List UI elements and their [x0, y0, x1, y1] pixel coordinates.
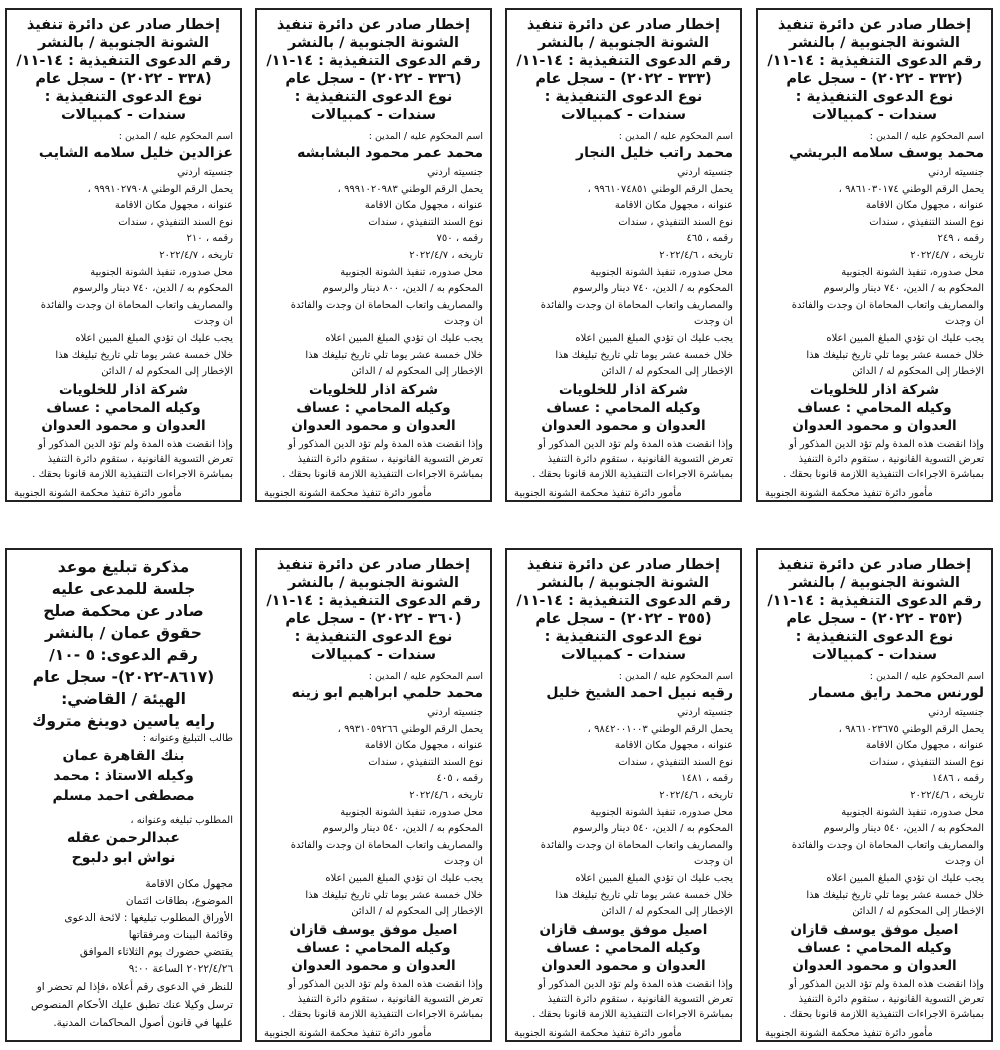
- notice-353: [756, 548, 993, 1042]
- notice-line: خلال خمسة عشر يوما تلي تاريخ تبليغك هذا: [555, 889, 733, 901]
- notice-line: ان وجدت: [945, 856, 984, 868]
- notice-header-line: إخطار صادر عن دائرة تنفيذ: [276, 557, 471, 573]
- notice-line: خلال خمسة عشر يوما تلي تاريخ تبليغك هذا: [806, 349, 984, 361]
- notice-header-line: سندات - كمبيالات: [60, 107, 186, 123]
- notice-line: نوع السند التنفيذي ، سندات: [368, 756, 483, 768]
- notice-line: رقمه ، ٢٤٩: [937, 233, 984, 245]
- defendant-name: محمد عمر محمود البشابشه: [297, 145, 483, 161]
- notice-tail: وإذا انقضت هذه المدة ولم تؤد الدين المذكور أو تعرض التسوية القانونية ، ستقوم دائرة التنفيذ بمباشرة الاجراءات التنفيذية اللازمة قانونا بحقك .: [282, 438, 483, 480]
- notice-line: الإخطار إلى المحكوم له / الدائن: [852, 366, 984, 378]
- notice-line: المحكوم به / الدين، ٥٤٠ دينار والرسوم: [322, 823, 483, 835]
- notice-line: والمصاريف واتعاب المحاماة ان وجدت والفائدة: [40, 299, 233, 311]
- notice-header-line: (٣٦٠ - ٢٠٢٢) - سجل عام: [285, 611, 462, 627]
- notice-line: ان وجدت: [444, 856, 483, 868]
- memo-plaintiff-line: وكيله الاستاذ : محمد: [53, 768, 194, 784]
- notice-line: رقمه ، ٤٠٥: [436, 773, 483, 785]
- notice-line: والمصاريف واتعاب المحاماة ان وجدت والفائدة: [791, 839, 984, 851]
- memo-plaintiff-line: مصطفى احمد مسلم: [52, 788, 195, 804]
- notice-line: نوع السند التنفيذي ، سندات: [869, 216, 984, 228]
- notice-header-line: الشونة الجنوبية / بالنشر: [538, 35, 709, 51]
- notice-360: [255, 548, 492, 1042]
- notice-line: رقمه ، ١٤٨٦: [932, 773, 984, 785]
- notice-line: جنسيته اردني: [427, 167, 483, 178]
- memo-header-line: (٨٦١٧-٢٠٢٢)- سجل عام: [32, 668, 215, 686]
- defendant-name: لورنس محمد رايق مسمار: [809, 685, 984, 701]
- creditor-line: العدوان و محمود العدوان: [291, 957, 456, 974]
- creditor-line: العدوان و محمود العدوان: [541, 417, 706, 434]
- defendant-label: اسم المحكوم عليه / المدين :: [618, 671, 733, 682]
- notice-line: الإخطار إلى المحكوم له / الدائن: [351, 906, 483, 918]
- memo-header-line: رقم الدعوى: ٥ -١٠/: [49, 646, 198, 664]
- notice-header-line: الشونة الجنوبية / بالنشر: [789, 35, 960, 51]
- notice-line: تاريخه ، ٢٠٢٢/٤/٦: [659, 789, 733, 801]
- creditor-line: وكيله المحامي : عساف: [546, 399, 701, 416]
- notice-header-line: رقم الدعوى التنفيذية : ١٤-١١/: [16, 53, 231, 69]
- notice-header-line: إخطار صادر عن دائرة تنفيذ: [26, 17, 221, 33]
- notice-line: محل صدوره، تنفيذ الشونة الجنوبية: [841, 806, 984, 818]
- notice-header-line: سندات - كمبيالات: [811, 107, 937, 123]
- notice-header-line: سندات - كمبيالات: [310, 107, 436, 123]
- notice-line: محل صدوره، تنفيذ الشونة الجنوبية: [340, 266, 483, 278]
- notice-header-line: إخطار صادر عن دائرة تنفيذ: [777, 17, 972, 33]
- notice-header-line: الشونة الجنوبية / بالنشر: [38, 35, 209, 51]
- memo-header-line: رايه ياسين دوينغ متروك: [32, 712, 215, 730]
- memo-line: مجهول مكان الاقامة: [145, 878, 233, 890]
- notice-header: [514, 16, 733, 124]
- notice-header-line: الشونة الجنوبية / بالنشر: [538, 575, 709, 591]
- creditor-line: شركة اذار للخلويات: [809, 381, 940, 398]
- creditor-line: وكيله المحامي : عساف: [296, 939, 451, 956]
- notice-line: يجب عليك ان تؤدي المبلغ المبين اعلاه: [826, 872, 984, 884]
- memo-header-line: حقوق عمان / بالنشر: [45, 624, 202, 642]
- memo-plaintiff-line: بنك القاهرة عمان: [62, 748, 185, 764]
- memo-line: الأوراق المطلوب تبليغها : لائحة الدعوى: [64, 912, 233, 924]
- notice-header-line: إخطار صادر عن دائرة تنفيذ: [526, 17, 721, 33]
- defendant-label: اسم المحكوم عليه / المدين :: [869, 671, 984, 682]
- notice-line: رقمه ، ٢١٠: [186, 233, 233, 245]
- creditor-line: العدوان و محمود العدوان: [291, 417, 456, 434]
- notice-header-line: إخطار صادر عن دائرة تنفيذ: [777, 557, 972, 573]
- notice-line: جنسيته اردني: [677, 167, 733, 178]
- notice-line: يجب عليك ان تؤدي المبلغ المبين اعلاه: [75, 332, 233, 344]
- notice-line: عنوانه ، مجهول مكان الاقامة: [865, 200, 984, 212]
- notice-line: المحكوم به / الدين، ٨٠٠ دينار والرسوم: [322, 283, 483, 295]
- creditor-line: العدوان و محمود العدوان: [792, 957, 957, 974]
- notice-line: يجب عليك ان تؤدي المبلغ المبين اعلاه: [826, 332, 984, 344]
- notice-338: [5, 8, 242, 502]
- notice-header: [514, 556, 733, 664]
- notice-line: عنوانه ، مجهول مكان الاقامة: [364, 740, 483, 752]
- notice-line: ان وجدت: [444, 316, 483, 328]
- defendant-name: عزالدين خليل سلامه الشايب: [38, 145, 233, 161]
- memo-header-line: صادر عن محكمة صلح: [43, 602, 204, 620]
- notice-footer: مأمور دائرة تنفيذ محكمة الشونة الجنوبية: [264, 487, 432, 499]
- creditor-line: اصيل موفق يوسف قازان: [790, 921, 959, 938]
- creditor-line: وكيله المحامي : عساف: [797, 939, 952, 956]
- notice-header-line: سندات - كمبيالات: [811, 647, 937, 663]
- defendant-name: رقيه نبيل احمد الشيخ خليل: [546, 685, 733, 701]
- notice-332: [756, 8, 993, 502]
- notice-line: نوع السند التنفيذي ، سندات: [869, 756, 984, 768]
- notice-line: تاريخه ، ٢٠٢٢/٤/٦: [659, 249, 733, 261]
- notice-line: يحمل الرقم الوطني ٩٩٣١٠٥٩٢٦٦ ،: [337, 723, 483, 735]
- notice-line: عنوانه ، مجهول مكان الاقامة: [614, 740, 733, 752]
- notice-header-line: (٣٣٨ - ٢٠٢٢) - سجل عام: [35, 71, 212, 87]
- notice-header: [264, 556, 483, 664]
- notice-line: نوع السند التنفيذي ، سندات: [618, 216, 733, 228]
- defendant-name: محمد حلمي ابراهيم ابو زينه: [291, 685, 483, 701]
- notice-header-line: نوع الدعوى التنفيذية :: [795, 629, 954, 645]
- notice-line: جنسيته اردني: [928, 707, 984, 718]
- notice-header-line: (٣٣٦ - ٢٠٢٢) - سجل عام: [285, 71, 462, 87]
- notice-line: المحكوم به / الدين، ٧٤٠ دينار والرسوم: [572, 283, 733, 295]
- notice-line: المحكوم به / الدين، ٥٤٠ دينار والرسوم: [572, 823, 733, 835]
- notice-line: الإخطار إلى المحكوم له / الدائن: [351, 366, 483, 378]
- notice-header: [14, 16, 233, 124]
- creditor-line: اصيل موفق يوسف قازان: [539, 921, 708, 938]
- notice-line: ان وجدت: [694, 316, 733, 328]
- notice-line: يحمل الرقم الوطني ٩٨٦١٠٢٣٦٧٥ ،: [838, 723, 984, 735]
- defendant-name: محمد يوسف سلامه البريشي: [788, 145, 984, 161]
- notice-line: نوع السند التنفيذي ، سندات: [118, 216, 233, 228]
- memo-defendant-label: المطلوب تبليغه وعنوانه ،: [130, 815, 233, 826]
- notice-footer: مأمور دائرة تنفيذ محكمة الشونة الجنوبية: [765, 1027, 933, 1039]
- notice-line: ان وجدت: [194, 316, 233, 328]
- notice-line: جنسيته اردني: [177, 167, 233, 178]
- notice-line: ان وجدت: [694, 856, 733, 868]
- creditor-line: شركة اذار للخلويات: [308, 381, 439, 398]
- creditor-line: شركة اذار للخلويات: [58, 381, 189, 398]
- notice-line: تاريخه ، ٢٠٢٢/٤/٧: [910, 249, 984, 261]
- memo-defendant-line: نواش ابو دلبوح: [71, 850, 176, 866]
- notice-line: رقمه ، ٧٥٠: [436, 233, 483, 245]
- notice-line: عنوانه ، مجهول مكان الاقامة: [865, 740, 984, 752]
- notice-line: جنسيته اردني: [928, 167, 984, 178]
- notice-355: [505, 548, 742, 1042]
- notice-header-line: الشونة الجنوبية / بالنشر: [789, 575, 960, 591]
- notice-line: خلال خمسة عشر يوما تلي تاريخ تبليغك هذا: [806, 889, 984, 901]
- notice-header: [765, 556, 984, 664]
- notice-tail: وإذا انقضت هذه المدة ولم تؤد الدين المذكور أو تعرض التسوية القانونية ، ستقوم دائرة التنفيذ بمباشرة الاجراءات التنفيذية اللازمة قانونا بحقك .: [282, 978, 483, 1020]
- defendant-label: اسم المحكوم عليه / المدين :: [118, 131, 233, 142]
- notice-footer: مأمور دائرة تنفيذ محكمة الشونة الجنوبية: [514, 487, 682, 499]
- notice-line: والمصاريف واتعاب المحاماة ان وجدت والفائدة: [540, 839, 733, 851]
- notice-line: خلال خمسة عشر يوما تلي تاريخ تبليغك هذا: [555, 349, 733, 361]
- notice-line: الإخطار إلى المحكوم له / الدائن: [101, 366, 233, 378]
- defendant-label: اسم المحكوم عليه / المدين :: [618, 131, 733, 142]
- notice-line: جنسيته اردني: [677, 707, 733, 718]
- notice-header-line: (٣٣٣ - ٢٠٢٢) - سجل عام: [535, 71, 712, 87]
- creditor-line: العدوان و محمود العدوان: [541, 957, 706, 974]
- creditor-line: اصيل موفق يوسف قازان: [289, 921, 458, 938]
- defendant-label: اسم المحكوم عليه / المدين :: [869, 131, 984, 142]
- notice-header-line: سندات - كمبيالات: [310, 647, 436, 663]
- notice-line: يحمل الرقم الوطني ٩٩٩١٠٢٠٩٨٣ ،: [337, 183, 483, 195]
- notice-footer: مأمور دائرة تنفيذ محكمة الشونة الجنوبية: [765, 487, 933, 499]
- creditor-line: وكيله المحامي : عساف: [797, 399, 952, 416]
- memo-notice: [5, 548, 242, 1042]
- notice-footer: مأمور دائرة تنفيذ محكمة الشونة الجنوبية: [514, 1027, 682, 1039]
- notice-header-line: رقم الدعوى التنفيذية : ١٤-١١/: [266, 53, 481, 69]
- notice-line: يحمل الرقم الوطني ٩٩٩١٠٢٧٩٠٨ ،: [87, 183, 233, 195]
- notice-header-line: إخطار صادر عن دائرة تنفيذ: [276, 17, 471, 33]
- notice-line: يجب عليك ان تؤدي المبلغ المبين اعلاه: [325, 332, 483, 344]
- notice-line: يجب عليك ان تؤدي المبلغ المبين اعلاه: [575, 332, 733, 344]
- notice-header: [765, 16, 984, 124]
- memo-line: وقائمة البينات ومرفقاتها: [128, 929, 233, 941]
- notice-line: والمصاريف واتعاب المحاماة ان وجدت والفائدة: [290, 299, 483, 311]
- notice-header-line: (٣٣٢ - ٢٠٢٢) - سجل عام: [786, 71, 963, 87]
- notice-line: تاريخه ، ٢٠٢٢/٤/٧: [409, 249, 483, 261]
- notice-header-line: نوع الدعوى التنفيذية :: [544, 629, 703, 645]
- notice-tail: وإذا انقضت هذه المدة ولم تؤد الدين المذكور أو تعرض التسوية القانونية ، ستقوم دائرة التنفيذ بمباشرة الاجراءات التنفيذية اللازمة قانونا بحقك .: [783, 438, 984, 480]
- notice-header-line: سندات - كمبيالات: [560, 107, 686, 123]
- notice-tail: وإذا انقضت هذه المدة ولم تؤد الدين المذكور أو تعرض التسوية القانونية ، ستقوم دائرة التنفيذ بمباشرة الاجراءات التنفيذية اللازمة قانونا بحقك .: [532, 438, 733, 480]
- memo-header-line: جلسة للمدعى عليه: [51, 580, 196, 598]
- notice-line: والمصاريف واتعاب المحاماة ان وجدت والفائدة: [290, 839, 483, 851]
- notice-line: خلال خمسة عشر يوما تلي تاريخ تبليغك هذا: [305, 889, 483, 901]
- memo-line: ٢٠٢٢/٤/٢٦ الساعة ٩:٠٠: [128, 963, 233, 975]
- notice-tail: وإذا انقضت هذه المدة ولم تؤد الدين المذكور أو تعرض التسوية القانونية ، ستقوم دائرة التنفيذ بمباشرة الاجراءات التنفيذية اللازمة قانونا بحقك .: [783, 978, 984, 1020]
- memo-defendant-line: عبدالرحمن عقله: [67, 830, 180, 846]
- notice-header-line: (٣٥٥ - ٢٠٢٢) - سجل عام: [535, 611, 712, 627]
- notice-line: يحمل الرقم الوطني ٩٨٤٢٠٠١٠٠٣ ،: [587, 723, 733, 735]
- creditor-line: وكيله المحامي : عساف: [296, 399, 451, 416]
- memo-line: يقتضي حضورك يوم الثلاثاء الموافق: [79, 946, 233, 958]
- notice-line: المحكوم به / الدين، ٧٤٠ دينار والرسوم: [72, 283, 233, 295]
- notice-line: خلال خمسة عشر يوما تلي تاريخ تبليغك هذا: [305, 349, 483, 361]
- notice-line: عنوانه ، مجهول مكان الاقامة: [614, 200, 733, 212]
- notice-header-line: نوع الدعوى التنفيذية :: [294, 629, 453, 645]
- creditor-line: شركة اذار للخلويات: [558, 381, 689, 398]
- notice-header-line: إخطار صادر عن دائرة تنفيذ: [526, 557, 721, 573]
- memo-line: الموضوع، بطاقات ائتمان: [125, 895, 233, 907]
- defendant-label: اسم المحكوم عليه / المدين :: [368, 671, 483, 682]
- notice-line: محل صدوره، تنفيذ الشونة الجنوبية: [90, 266, 233, 278]
- notice-header-line: رقم الدعوى التنفيذية : ١٤-١١/: [516, 53, 731, 69]
- notice-header-line: نوع الدعوى التنفيذية :: [795, 89, 954, 105]
- memo-header-line: الهيئة / القاضي:: [61, 690, 186, 708]
- notice-footer: مأمور دائرة تنفيذ محكمة الشونة الجنوبية: [264, 1027, 432, 1039]
- notice-line: يحمل الرقم الوطني ٩٨٦١٠٣٠١٧٤ ،: [838, 183, 984, 195]
- notice-header-line: سندات - كمبيالات: [560, 647, 686, 663]
- memo-header-line: مذكرة تبليغ موعد: [57, 558, 190, 576]
- defendant-label: اسم المحكوم عليه / المدين :: [368, 131, 483, 142]
- notice-header-line: رقم الدعوى التنفيذية : ١٤-١١/: [516, 593, 731, 609]
- notice-line: يجب عليك ان تؤدي المبلغ المبين اعلاه: [575, 872, 733, 884]
- memo-plaintiff-label: طالب التبليغ وعنوانه :: [142, 733, 233, 744]
- notice-line: محل صدوره، تنفيذ الشونة الجنوبية: [841, 266, 984, 278]
- creditor-line: وكيله المحامي : عساف: [546, 939, 701, 956]
- notice-header: [264, 16, 483, 124]
- notice-line: تاريخه ، ٢٠٢٢/٤/٦: [409, 789, 483, 801]
- creditor-line: وكيله المحامي : عساف: [46, 399, 201, 416]
- notice-tail: وإذا انقضت هذه المدة ولم تؤد الدين المذكور أو تعرض التسوية القانونية ، ستقوم دائرة التنفيذ بمباشرة الاجراءات التنفيذية اللازمة قانونا بحقك .: [32, 438, 233, 480]
- notice-line: الإخطار إلى المحكوم له / الدائن: [852, 906, 984, 918]
- notice-line: نوع السند التنفيذي ، سندات: [368, 216, 483, 228]
- notice-header-line: (٣٥٣ - ٢٠٢٢) - سجل عام: [786, 611, 963, 627]
- notice-footer: مأمور دائرة تنفيذ محكمة الشونة الجنوبية: [14, 487, 182, 499]
- notice-line: خلال خمسة عشر يوما تلي تاريخ تبليغك هذا: [55, 349, 233, 361]
- notice-line: رقمه ، ٤٦٥: [686, 233, 733, 245]
- notice-333: [505, 8, 742, 502]
- notice-line: الإخطار إلى المحكوم له / الدائن: [601, 906, 733, 918]
- notice-line: تاريخه ، ٢٠٢٢/٤/٧: [159, 249, 233, 261]
- notice-header-line: رقم الدعوى التنفيذية : ١٤-١١/: [266, 593, 481, 609]
- notice-line: عنوانه ، مجهول مكان الاقامة: [364, 200, 483, 212]
- notice-line: المحكوم به / الدين، ٧٤٠ دينار والرسوم: [823, 283, 984, 295]
- notice-line: محل صدوره، تنفيذ الشونة الجنوبية: [590, 806, 733, 818]
- notice-line: والمصاريف واتعاب المحاماة ان وجدت والفائدة: [791, 299, 984, 311]
- notice-line: تاريخه ، ٢٠٢٢/٤/٦: [910, 789, 984, 801]
- notice-header-line: نوع الدعوى التنفيذية :: [294, 89, 453, 105]
- defendant-name: محمد راتب خليل النجار: [576, 145, 733, 161]
- notice-line: الإخطار إلى المحكوم له / الدائن: [601, 366, 733, 378]
- notice-line: المحكوم به / الدين، ٥٤٠ دينار والرسوم: [823, 823, 984, 835]
- notice-line: يجب عليك ان تؤدي المبلغ المبين اعلاه: [325, 872, 483, 884]
- notice-line: رقمه ، ١٤٨١: [681, 773, 733, 785]
- notice-tail: وإذا انقضت هذه المدة ولم تؤد الدين المذكور أو تعرض التسوية القانونية ، ستقوم دائرة التنفيذ بمباشرة الاجراءات التنفيذية اللازمة قانونا بحقك .: [532, 978, 733, 1020]
- notice-line: عنوانه ، مجهول مكان الاقامة: [114, 200, 233, 212]
- notice-header-line: الشونة الجنوبية / بالنشر: [288, 575, 459, 591]
- notice-line: محل صدوره، تنفيذ الشونة الجنوبية: [340, 806, 483, 818]
- memo-tail: للنظر في الدعوى رقم أعلاه ،فإذا لم تحضر او ترسل وكيلا عنك تطبق عليك الأحكام المنصوص عليها في قانون أصول المحاكمات المدنية.: [31, 981, 233, 1029]
- notice-header-line: نوع الدعوى التنفيذية :: [544, 89, 703, 105]
- notice-line: نوع السند التنفيذي ، سندات: [618, 756, 733, 768]
- notice-line: محل صدوره، تنفيذ الشونة الجنوبية: [590, 266, 733, 278]
- memo-header: [14, 556, 233, 732]
- notice-336: [255, 8, 492, 502]
- notice-line: يحمل الرقم الوطني ٩٩٦١٠٧٤٨٥١ ،: [587, 183, 733, 195]
- notice-line: ان وجدت: [945, 316, 984, 328]
- creditor-line: العدوان و محمود العدوان: [792, 417, 957, 434]
- creditor-line: العدوان و محمود العدوان: [41, 417, 206, 434]
- notice-header-line: رقم الدعوى التنفيذية : ١٤-١١/: [767, 53, 982, 69]
- notice-line: والمصاريف واتعاب المحاماة ان وجدت والفائدة: [540, 299, 733, 311]
- notice-header-line: الشونة الجنوبية / بالنشر: [288, 35, 459, 51]
- notice-line: جنسيته اردني: [427, 707, 483, 718]
- notice-header-line: رقم الدعوى التنفيذية : ١٤-١١/: [767, 593, 982, 609]
- notice-header-line: نوع الدعوى التنفيذية :: [44, 89, 203, 105]
